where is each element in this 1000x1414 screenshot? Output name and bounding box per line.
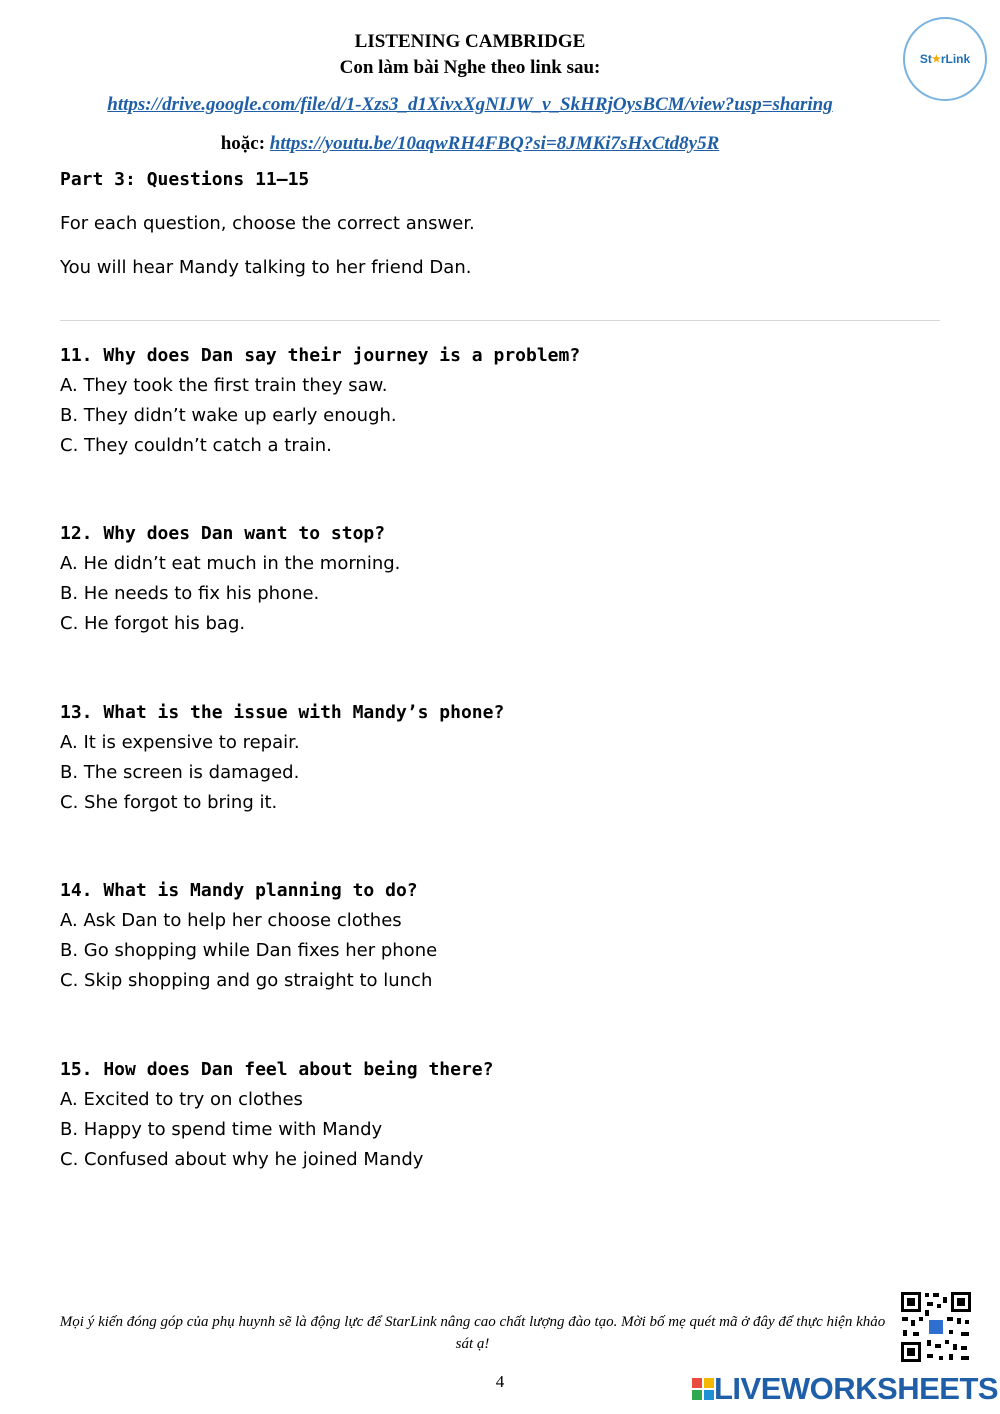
question-13 [60,701,920,821]
part-title: Part 3: Questions 11–15 [60,169,310,190]
option-c[interactable]: C. She forgot to bring it. [60,792,278,813]
question-title: 13. What is the issue with Mandy’s phone? [60,702,505,723]
question-15 [60,1058,920,1178]
youtube-link-row [0,133,940,155]
question-12 [60,522,920,642]
question-title: 15. How does Dan feel about being there? [60,1059,494,1080]
question-11 [60,344,920,464]
option-b[interactable]: B. Happy to spend time with Mandy [60,1119,383,1140]
option-a[interactable]: A. Ask Dan to help her choose clothes [60,910,402,931]
option-b[interactable]: B. They didn’t wake up early enough. [60,405,397,426]
option-a[interactable]: A. He didn’t eat much in the morning. [60,553,401,574]
liveworksheets-brand[interactable] [692,1372,998,1406]
context-text: You will hear Mandy talking to her friend Dan. [60,257,472,278]
star-icon: ★ [931,53,941,65]
qr-code-icon[interactable] [899,1290,973,1364]
page-title: LISTENING CAMBRIDGE [354,31,586,52]
starlink-logo [903,17,987,101]
logo-text-start: St [919,52,932,66]
option-c[interactable]: C. Skip shopping and go straight to lunch [60,970,433,991]
instruction-text: For each question, choose the correct answer. [60,213,475,234]
option-b[interactable]: B. The screen is damaged. [60,762,300,783]
question-title: 11. Why does Dan say their journey is a problem? [60,345,581,366]
footer-survey-text: Mọi ý kiến đóng góp của phụ huynh sẽ là động lực để StarLink nâng cao chất lượng đào tạo. Mời bố mẹ quét mã ở đây để thực hiện khảo sát ạ! [59,1314,886,1352]
page-number: 4 [495,1372,505,1391]
liveworksheets-wordmark: LIVEWORKSHEETS [714,1371,999,1406]
option-a[interactable]: A. It is expensive to repair. [60,732,300,753]
youtube-link[interactable]: https://youtu.be/10aqwRH4FBQ?si=8JMKi7sHxCtd8y5R [269,133,720,154]
option-c[interactable]: C. Confused about why he joined Mandy [60,1149,424,1170]
option-c[interactable]: C. He forgot his bag. [60,613,246,634]
option-a[interactable]: A. They took the first train they saw. [60,375,388,396]
liveworksheets-logo-icon [692,1378,714,1400]
drive-link[interactable]: https://drive.google.com/file/d/1-Xzs3_d1XivxXgNIJW_v_SkHRjOysBCM/view?usp=sharing [107,94,833,115]
option-b[interactable]: B. Go shopping while Dan fixes her phone [60,940,438,961]
logo-text-end: rLink [940,52,971,66]
option-c[interactable]: C. They couldn’t catch a train. [60,435,332,456]
or-label: hoặc: [220,133,266,154]
divider [60,320,940,321]
question-14 [60,879,920,999]
question-title: 12. Why does Dan want to stop? [60,523,386,544]
page-subtitle: Con làm bài Nghe theo link sau: [339,57,601,78]
option-b[interactable]: B. He needs to fix his phone. [60,583,320,604]
question-title: 14. What is Mandy planning to do? [60,880,418,901]
option-a[interactable]: A. Excited to try on clothes [60,1089,303,1110]
